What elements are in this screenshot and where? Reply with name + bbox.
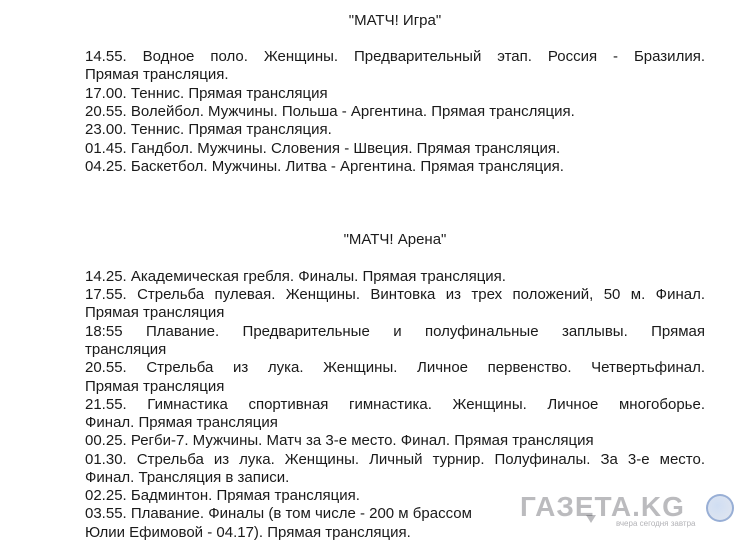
schedule-line: Финал. Трансляция в записи. [85, 469, 290, 486]
watermark-logo-text: ГАЗЕТА.KG [520, 491, 685, 522]
schedule-line: 03.55. Плавание. Финалы (в том числе - 200 м брассом [85, 505, 472, 522]
watermark-tagline: вчера сегодня завтра [616, 519, 696, 528]
schedule-line: 02.25. Бадминтон. Прямая трансляция. [85, 487, 360, 504]
schedule-line: 01.30. Стрельба из лука. Женщины. Личный турнир. Полуфиналы. За 3-е место. [85, 451, 705, 468]
schedule-line: 23.00. Теннис. Прямая трансляция. [85, 121, 332, 138]
schedule-line: 14.25. Академическая гребля. Финалы. Прямая трансляция. [85, 268, 506, 285]
schedule-line: 14.55. Водное поло. Женщины. Предварительный этап. Россия - Бразилия. [85, 48, 705, 65]
schedule-line: 17.55. Стрельба пулевая. Женщины. Винтовка из трех положений, 50 м. Финал. [85, 286, 705, 303]
schedule-line: 20.55. Стрельба из лука. Женщины. Личное первенство. Четвертьфинал. [85, 359, 705, 376]
schedule-line: Юлии Ефимовой - 04.17). Прямая трансляция. [85, 524, 411, 541]
schedule-line: 20.55. Волейбол. Мужчины. Польша - Аргентина. Прямая трансляция. [85, 103, 575, 120]
schedule-line: Прямая трансляция [85, 378, 225, 395]
schedule-line: 21.55. Гимнастика спортивная гимнастика. Женщины. Личное многоборье. [85, 396, 705, 413]
schedule-line: Прямая трансляция [85, 304, 225, 321]
schedule-line: 04.25. Баскетбол. Мужчины. Литва - Аргентина. Прямая трансляция. [85, 158, 564, 175]
globe-icon [706, 494, 734, 522]
section-title-match-igra: "МАТЧ! Игра" [348, 12, 442, 29]
schedule-line: Прямая трансляция. [85, 66, 229, 83]
schedule-line: трансляция [85, 341, 167, 358]
schedule-line: 01.45. Гандбол. Мужчины. Словения - Швеция. Прямая трансляция. [85, 140, 561, 157]
schedule-line: 00.25. Регби-7. Мужчины. Матч за 3-е место. Финал. Прямая трансляция [85, 432, 594, 449]
schedule-line: 18:55 Плавание. Предварительные и полуфинальные заплывы. Прямая [85, 323, 705, 340]
section-title-match-arena: "МАТЧ! Арена" [343, 231, 447, 248]
schedule-line: Финал. Прямая трансляция [85, 414, 278, 431]
schedule-line: 17.00. Теннис. Прямая трансляция [85, 85, 328, 102]
